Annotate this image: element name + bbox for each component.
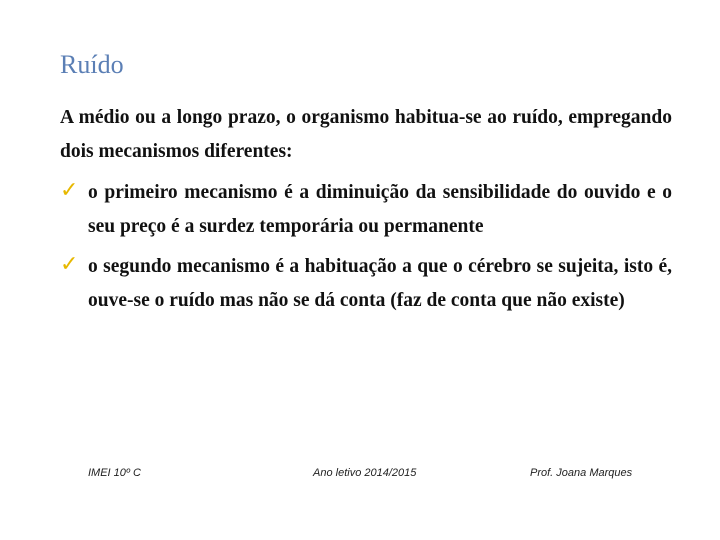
checkmark-icon: ✓ (60, 252, 79, 277)
bullet-text: o segundo mecanismo é a habituação a que o cérebro se sujeita, isto é, ouve-se o ruído mas não se dá conta (faz de conta que não existe) (88, 256, 672, 311)
bullet-item (60, 250, 672, 318)
intro-paragraph: A médio ou a longo prazo, o organismo habitua-se ao ruído, empregando dois mecanismos diferentes: (60, 107, 672, 162)
bullet-text: o primeiro mecanismo é a diminuição da sensibilidade do ouvido e o seu preço é a surdez temporária ou permanente (88, 182, 672, 237)
checkmark-icon: ✓ (60, 178, 79, 203)
footer-school-year: Ano letivo 2014/2015 (313, 467, 417, 479)
slide-title: Ruído (60, 50, 124, 79)
footer-class: IMEI 10º C (88, 467, 141, 479)
bullet-item (60, 176, 672, 244)
footer-teacher: Prof. Joana Marques (530, 467, 633, 479)
